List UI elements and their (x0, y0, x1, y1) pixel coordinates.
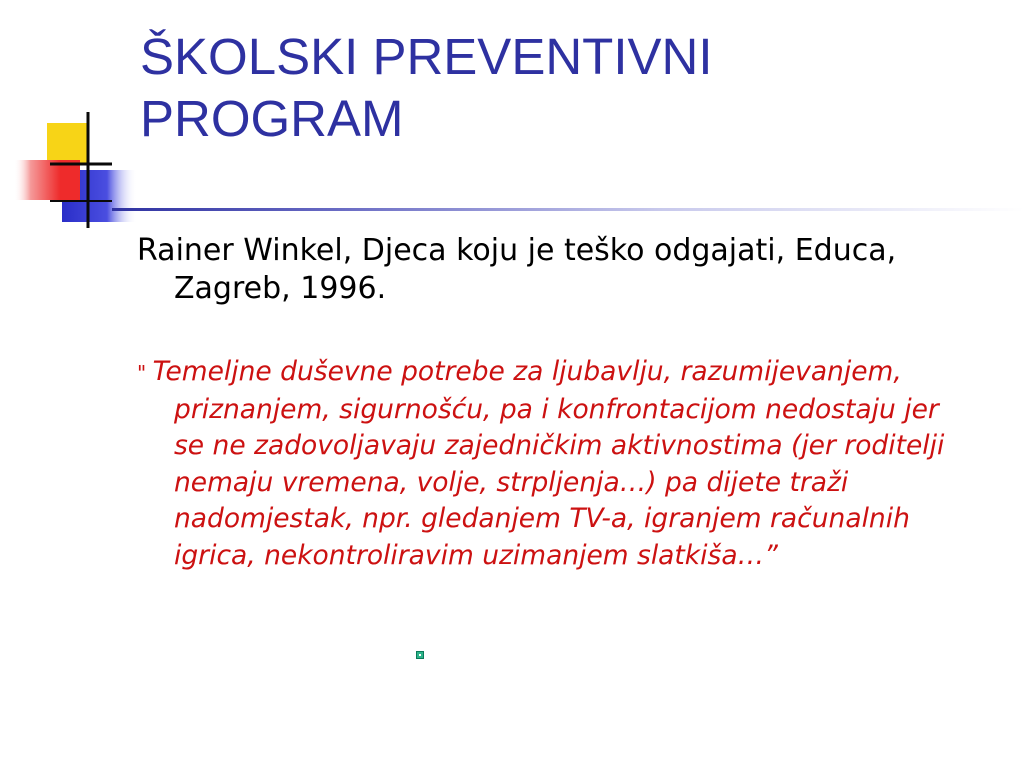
book-citation: Rainer Winkel, Djeca koju je teško odgajati, Educa, Zagreb, 1996. (137, 233, 897, 306)
quote-paragraph (137, 354, 957, 574)
green-square-marker-icon (416, 651, 424, 659)
title-underline (112, 208, 1024, 211)
quote-text: Temeljne duševne potrebe za ljubavlju, razumijevanjem, priznanjem, sigurnošću, pa i konfrontacijom nedostaju jer se ne zadovoljavaju zajedničkim aktivnostima (jer roditelji nemaju vremena, volje, strpljenja…) pa dijete traži nadomjestak, npr. gledanjem TV-a, igranjem računalnih igrica, nekontroliravim uzimanjem slatkiša…” (152, 356, 945, 571)
slide-title: ŠKOLSKI PREVENTIVNI PROGRAM (140, 28, 713, 147)
cross-squares-logo-icon (0, 0, 140, 235)
quote-open-mark: " (137, 361, 153, 385)
slide-body (137, 232, 957, 574)
